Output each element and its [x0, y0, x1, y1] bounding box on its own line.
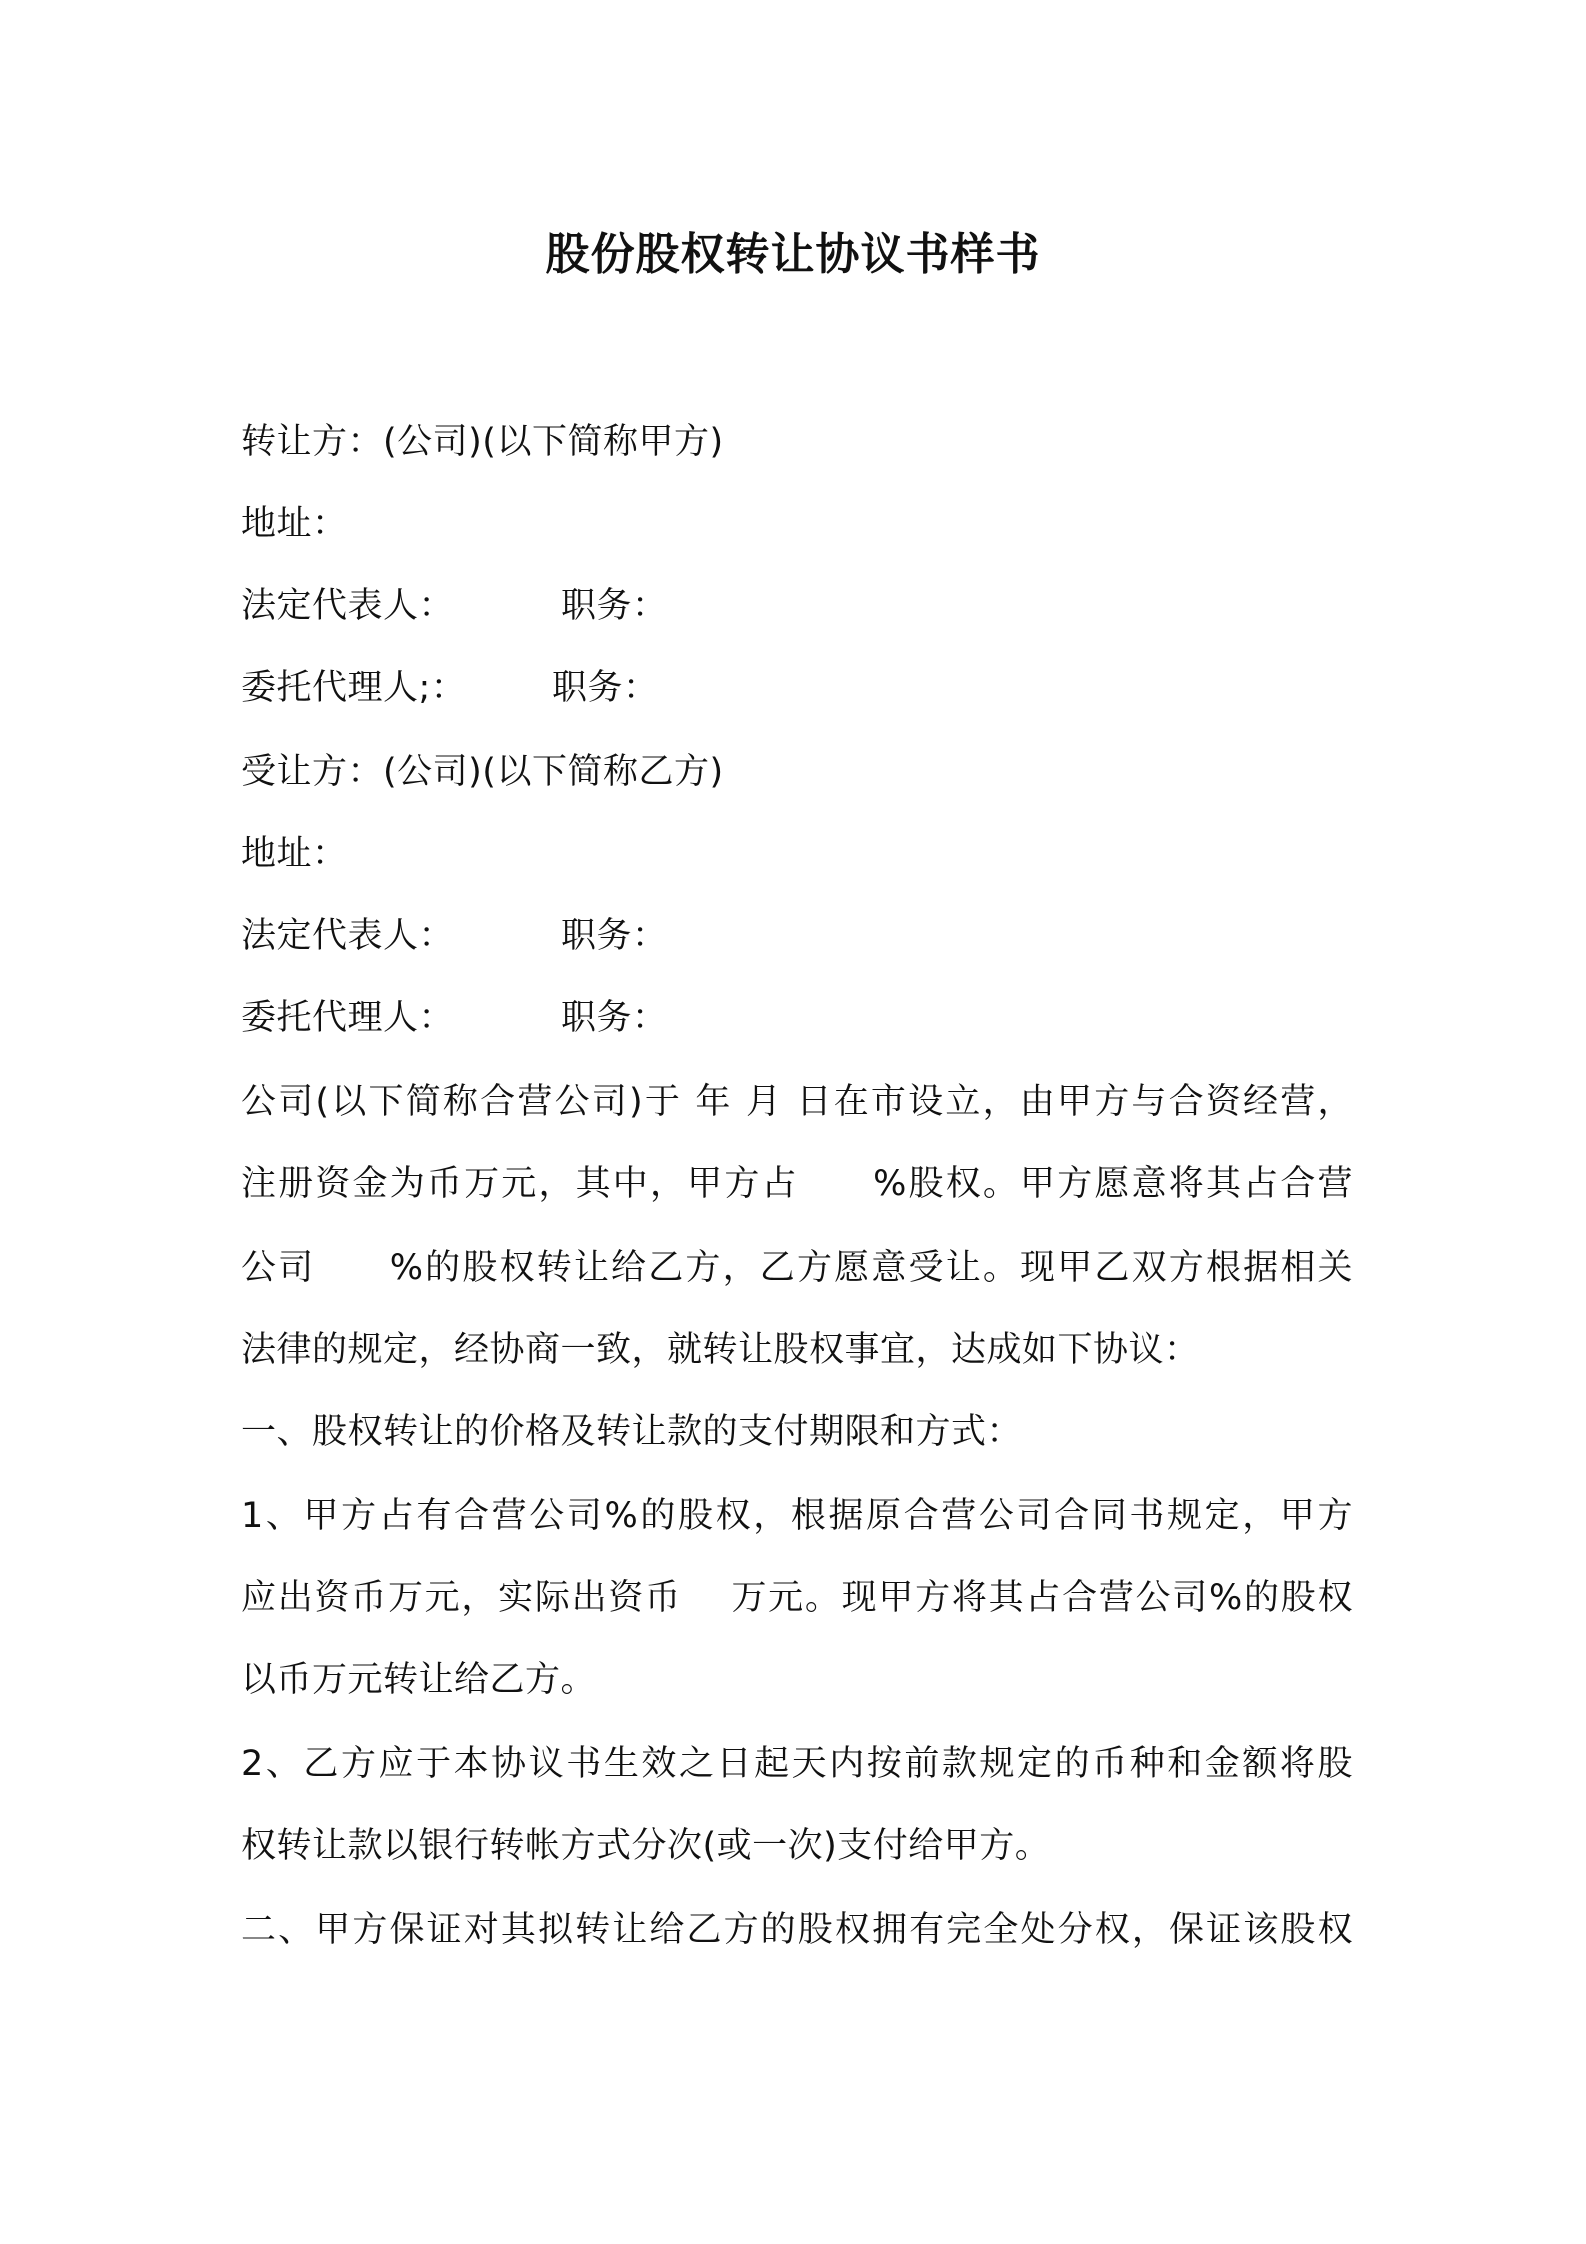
transferor-rep-duty-label: 职务：: [561, 586, 668, 626]
transferee-agent-label: 委托代理人：: [241, 998, 455, 1038]
transferee-address-line: 地址：: [241, 834, 348, 874]
transferor-agent-duty-label: 职务：: [552, 668, 659, 708]
transferee-line: 受让方：(公司)(以下简称乙方): [241, 752, 724, 792]
clause-line: 权转让款以银行转帐方式分次(或一次)支付给甲方。: [241, 1826, 1051, 1866]
clause-line: 2、乙方应于本协议书生效之日起天内按前款规定的币种和金额将股: [241, 1744, 1353, 1784]
transferee-rep-duty-label: 职务：: [561, 916, 668, 956]
section-heading: 二、甲方保证对其拟转让给乙方的股权拥有完全处分权，保证该股权: [241, 1910, 1353, 1950]
clause-line: 1、甲方占有合营公司%的股权，根据原合营公司合同书规定，甲方: [241, 1496, 1353, 1536]
intro-line: 注册资金为币万元，其中，甲方占 %股权。甲方愿意将其占合营: [241, 1164, 1353, 1204]
clause-line: 以币万元转让给乙方。: [241, 1660, 597, 1700]
transferor-agent-label: 委托代理人;：: [241, 668, 467, 708]
transferor-rep-label: 法定代表人：: [241, 586, 455, 626]
transferor-address-line: 地址：: [241, 504, 348, 544]
intro-line: 公司 %的股权转让给乙方，乙方愿意受让。现甲乙双方根据相关: [241, 1248, 1353, 1288]
document-title: 股份股权转让协议书样书: [545, 229, 1041, 280]
transferor-line: 转让方：(公司)(以下简称甲方): [241, 422, 724, 462]
transferee-agent-duty-label: 职务：: [561, 998, 668, 1038]
clause-line: 应出资币万元，实际出资币 万元。现甲方将其占合营公司%的股权: [241, 1578, 1353, 1618]
intro-line: 法律的规定，经协商一致，就转让股权事宜，达成如下协议：: [241, 1330, 1200, 1370]
section-heading: 一、股权转让的价格及转让款的支付期限和方式：: [241, 1412, 1023, 1452]
intro-line: 公司(以下简称合营公司)于 年 月 日在市设立，由甲方与合资经营，: [241, 1082, 1353, 1122]
transferee-rep-label: 法定代表人：: [241, 916, 455, 956]
